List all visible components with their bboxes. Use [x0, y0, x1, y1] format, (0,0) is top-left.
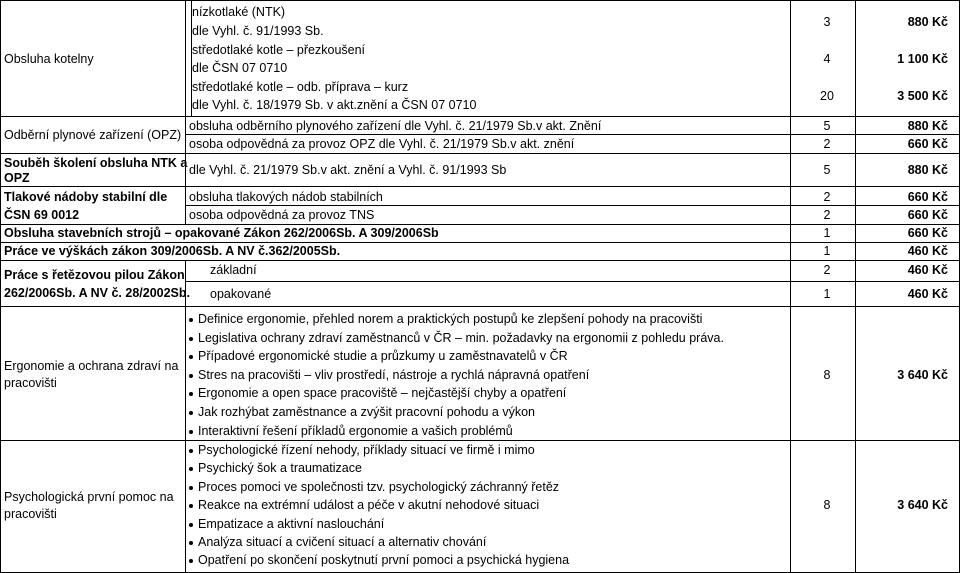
tlakove-item-1-count: 2	[823, 190, 831, 204]
topic-item: Psychologické řízení nehody, příklady situací ve firmě i mimo	[198, 443, 535, 457]
topic-item: Reakce na extrémní událost a péče v akutní nehodové situaci	[198, 498, 540, 513]
kotelny-item-3-count: 20	[820, 89, 834, 103]
topic-item: Jak rozhýbat zaměstnance a zvýšit pracovní pohodu a výkon	[198, 405, 535, 419]
kotelny-item-3-price: 3 500 Kč	[897, 89, 948, 103]
bullet-icon	[189, 318, 193, 322]
category-ergonomie-line-1: Ergonomie a ochrana zdraví na	[4, 359, 179, 373]
odberni-item-2-count: 2	[823, 137, 831, 151]
soubeh-desc: dle Vyhl. č. 21/1979 Sb.v akt. znění a Vyhl. č. 91/1993 Sb	[189, 163, 507, 177]
bullet-icon	[189, 559, 193, 563]
psycho-price: 3 640 Kč	[897, 498, 948, 512]
bullet-icon	[189, 486, 193, 490]
bullet-icon	[189, 541, 193, 545]
kotelny-item-1-count: 3	[823, 15, 831, 29]
kotelny-item-2-line-2: dle ČSN 07 0710	[192, 61, 288, 75]
row-stavebni-stroje: Obsluha stavebních strojů – opakované Zákon 262/2006Sb. A 309/2006Sb	[4, 226, 439, 240]
tlakove-item-2-desc: osoba odpovědná za provoz TNS	[189, 208, 375, 222]
retez-item-2-desc: opakované	[210, 287, 272, 301]
topic-item: Ergonomie a open space pracoviště – nejčastější chyby a opatření	[198, 386, 567, 401]
category-psychologicka-pomoc-line-2: pracovišti	[4, 507, 57, 521]
stavebni-count: 1	[823, 226, 831, 240]
bullet-icon	[189, 430, 193, 434]
retez-item-1-count: 2	[823, 263, 831, 277]
category-soubeh-line-1: Souběh školení obsluha NTK a	[4, 156, 188, 170]
soubeh-price: 880 Kč	[907, 163, 948, 177]
bullet-icon	[189, 337, 193, 341]
bullet-icon	[189, 411, 193, 415]
category-obsluha-kotelny: Obsluha kotelny	[4, 52, 94, 66]
bullet-icon	[189, 374, 193, 378]
kotelny-item-1-price: 880 Kč	[907, 15, 948, 29]
kotelny-item-1-line-2: dle Vyhl. č. 91/1993 Sb.	[192, 24, 324, 38]
bullet-icon	[189, 467, 193, 471]
tlakove-item-2-count: 2	[823, 208, 831, 222]
bullet-icon	[189, 449, 193, 453]
category-odberni-plynove-zarizeni: Odběrní plynové zařízení (OPZ)	[4, 128, 182, 142]
topic-item: Legislativa ochrany zdraví zaměstnanců v ČR – min. požadavky na ergonomii z pohledu práva.	[198, 330, 724, 345]
tlakove-item-1-desc: obsluha tlakových nádob stabilních	[189, 190, 383, 204]
psycho-count: 8	[823, 498, 831, 512]
topic-item: Případové ergonomické studie a průzkumy u zaměstnavatelů v ČR	[198, 349, 568, 364]
stavebni-price: 660 Kč	[907, 226, 948, 240]
retez-item-2-count: 1	[823, 287, 831, 301]
category-retezova-pila-line-2: 262/2006Sb. A NV č. 28/2002Sb.	[4, 286, 190, 300]
category-psychologicka-pomoc-line-1: Psychologická první pomoc na	[4, 490, 174, 504]
ergonomie-count: 8	[823, 368, 831, 382]
vysky-count: 1	[823, 244, 831, 258]
topic-item: Proces pomoci ve společnosti tzv. psychologický záchranný řetěz	[198, 479, 560, 494]
category-soubeh-line-2: OPZ	[4, 171, 30, 185]
topic-item: Definice ergonomie, přehled norem a praktických postupů ke zlepšení pohody na pracovišti	[198, 312, 703, 326]
category-ergonomie-line-2: pracovišti	[4, 376, 57, 390]
tlakove-item-2-price: 660 Kč	[907, 208, 948, 222]
bullet-icon	[189, 355, 193, 359]
bullet-icon	[189, 392, 193, 396]
tlakove-item-1-price: 660 Kč	[907, 190, 948, 204]
row-prace-ve-vyskach: Práce ve výškách zákon 309/2006Sb. A NV č.362/2005Sb.	[4, 244, 341, 258]
topic-item: Empatizace a aktivní naslouchání	[198, 516, 385, 531]
topic-item: Interaktivní řešení příkladů ergonomie a vašich problémů	[198, 423, 513, 438]
kotelny-item-3-line-1: středotlaké kotle – odb. příprava – kurz	[192, 80, 409, 94]
topic-item: Stres na pracovišti – vliv prostředí, nástroje a rychlá nápravná opatření	[198, 367, 590, 382]
bullet-icon	[189, 504, 193, 508]
topic-item: Analýza situací a cvičení situací a alternativ chování	[198, 535, 487, 549]
retez-item-1-desc: základní	[210, 263, 257, 277]
retez-item-2-price: 460 Kč	[907, 287, 948, 301]
topic-item: Psychický šok a traumatizace	[198, 461, 362, 476]
odberni-item-1-desc: obsluha odběrního plynového zařízení dle Vyhl. č. 21/1979 Sb.v akt. Znění	[189, 119, 602, 133]
kotelny-item-2-count: 4	[823, 52, 831, 66]
kotelny-item-3-line-2: dle Vyhl. č. 18/1979 Sb. v akt.znění a ČSN 07 0710	[192, 98, 477, 112]
odberni-item-1-count: 5	[823, 119, 831, 133]
kotelny-item-2-line-1: středotlaké kotle – přezkoušení	[192, 43, 366, 57]
category-retezova-pila-line-1: Práce s řetězovou pilou Zákon	[4, 268, 185, 282]
retez-item-1-price: 460 Kč	[907, 263, 948, 277]
bullet-icon	[189, 523, 193, 527]
soubeh-count: 5	[823, 163, 831, 177]
ergonomie-price: 3 640 Kč	[897, 368, 948, 382]
category-tlakove-line-2: ČSN 69 0012	[4, 208, 80, 222]
topic-item: Opatření po skončení poskytnutí první pomoci a psychická hygiena	[198, 553, 570, 568]
kotelny-item-2-price: 1 100 Kč	[897, 52, 948, 66]
kotelny-item-1-line-1: nízkotlaké (NTK)	[192, 5, 286, 19]
vysky-price: 460 Kč	[907, 244, 948, 258]
category-tlakove-line-1: Tlakové nádoby stabilní dle	[4, 190, 168, 204]
odberni-item-2-desc: osoba odpovědná za provoz OPZ dle Vyhl. č. 21/1979 Sb.v akt. znění	[189, 137, 575, 151]
odberni-item-1-price: 880 Kč	[907, 119, 948, 133]
odberni-item-2-price: 660 Kč	[907, 137, 948, 151]
